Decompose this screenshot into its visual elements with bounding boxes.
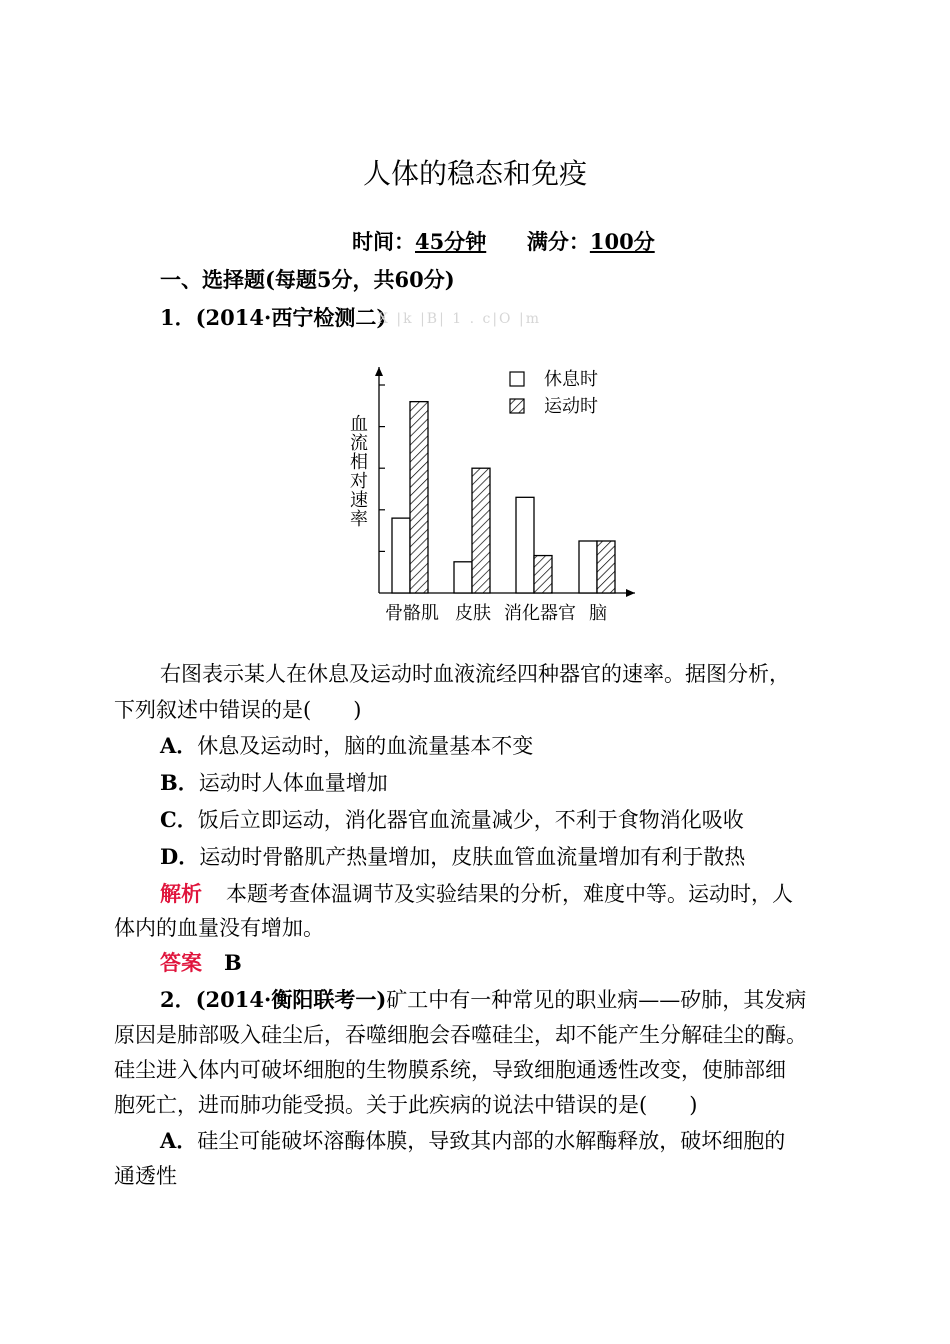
q1-analysis-line2: 体内的血量没有增加。 <box>114 916 324 940</box>
option-label: A． <box>160 733 198 758</box>
legend-swatch <box>510 372 524 386</box>
analysis-label: 解析 <box>160 881 202 906</box>
option-label: A． <box>160 1128 198 1153</box>
q2-stem-text: 矿工中有一种常见的职业病——矽肺，其发病 <box>386 988 807 1012</box>
time-label: 时间： <box>352 229 415 254</box>
x-tick-label: 消化器官 <box>504 603 576 624</box>
y-axis-label-char: 血 <box>350 414 368 435</box>
bar-exercise <box>410 402 428 593</box>
option-label: D． <box>160 844 200 869</box>
q1-option-a <box>160 734 533 758</box>
chart-legend <box>510 369 598 417</box>
x-tick-label: 骨骼肌 <box>385 603 439 624</box>
q2-line3: 硅尘进入体内可破坏细胞的生物膜系统，导致细胞通透性改变，使肺部细 <box>114 1058 786 1082</box>
answer-value: B <box>224 950 242 975</box>
y-axis-label-char: 速 <box>350 490 368 511</box>
y-axis-label-char: 对 <box>350 471 368 492</box>
y-axis-label-char: 流 <box>350 433 368 454</box>
q2-option-a-line2: 通透性 <box>114 1164 177 1188</box>
q1-stem-line1: 右图表示某人在休息及运动时血液流经四种器官的速率。据图分析， <box>160 662 790 686</box>
q2-line4: 胞死亡，进而肺功能受损。关于此疾病的说法中错误的是( ) <box>114 1093 698 1117</box>
legend-label: 休息时 <box>544 369 598 390</box>
y-axis-arrow <box>375 367 383 376</box>
legend-label: 运动时 <box>544 396 598 417</box>
q2-line2: 原因是肺部吸入硅尘后，吞噬细胞会吞噬硅尘，却不能产生分解硅尘的酶。 <box>114 1023 807 1047</box>
q1-option-d <box>160 845 745 869</box>
watermark: X |k |B| 1 . c|O |m <box>378 311 541 327</box>
blood-flow-chart <box>330 355 660 635</box>
score-label: 满分： <box>526 229 590 254</box>
bar-rest <box>516 497 534 593</box>
option-label: C． <box>160 807 198 832</box>
x-tick-labels <box>385 603 607 624</box>
q1-answer <box>160 951 242 975</box>
x-tick-label: 皮肤 <box>455 603 491 624</box>
y-axis-label-char: 率 <box>350 509 368 530</box>
q1-option-b <box>160 771 388 795</box>
time-value: 45分钟 <box>415 229 487 254</box>
x-tick-label: 脑 <box>589 603 607 624</box>
score-value: 100分 <box>589 229 655 254</box>
option-label: B． <box>160 770 199 795</box>
chart-bars <box>392 402 615 593</box>
y-axis-label <box>350 414 368 530</box>
bar-exercise <box>534 556 552 593</box>
analysis-text: 本题考查体温调节及实验结果的分析，难度中等。运动时，人 <box>226 882 793 906</box>
bar-exercise <box>472 468 490 593</box>
q1-header <box>160 306 386 330</box>
page-title: 人体的稳态和免疫 <box>362 157 587 190</box>
answer-label: 答案 <box>160 950 202 975</box>
option-text: 运动时骨骼肌产热量增加，皮肤血管血流量增加有利于散热 <box>199 845 746 869</box>
option-text: 运动时人体血量增加 <box>198 771 388 795</box>
q2-line1 <box>160 988 806 1012</box>
q1-source: (2014·西宁检测二) <box>195 305 387 330</box>
exam-info <box>352 230 655 254</box>
q1-analysis <box>160 882 793 906</box>
x-axis-arrow <box>626 589 635 597</box>
option-text: 硅尘可能破坏溶酶体膜，导致其内部的水解酶释放，破坏细胞的 <box>197 1129 786 1153</box>
bar-rest <box>579 541 597 593</box>
q2-source: (2014·衡阳联考一) <box>195 987 387 1012</box>
q2-option-a <box>160 1129 785 1153</box>
q1-option-c <box>160 808 744 832</box>
option-text: 饭后立即运动，消化器官血流量减少，不利于食物消化吸收 <box>197 808 744 832</box>
bar-exercise <box>597 541 615 593</box>
option-text: 休息及运动时，脑的血流量基本不变 <box>197 734 534 758</box>
q1-stem-line2: 下列叙述中错误的是( ) <box>114 698 362 722</box>
q1-number: 1． <box>160 305 196 330</box>
section-heading: 一、选择题(每题5分，共60分) <box>160 267 455 292</box>
bar-rest <box>454 562 472 593</box>
q2-number: 2． <box>160 987 196 1012</box>
legend-swatch <box>510 399 524 413</box>
bar-rest <box>392 518 410 593</box>
y-axis-label-char: 相 <box>350 452 368 473</box>
